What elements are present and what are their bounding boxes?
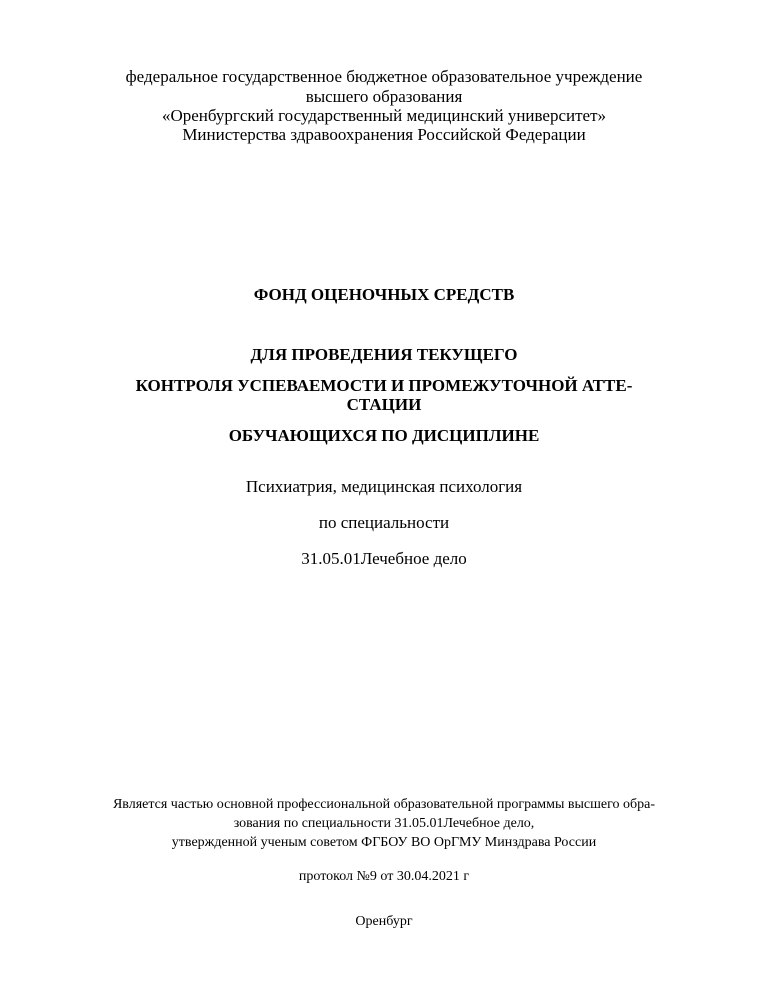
city-name: Оренбург (355, 914, 413, 929)
subtitle-line-3: ОБУЧАЮЩИХСЯ ПО ДИСЦИПЛИНЕ (228, 426, 540, 445)
institution-line-4: Министерства здравоохранения Российской Федерации (182, 125, 586, 144)
specialty-label: по специальности (318, 513, 450, 532)
specialty-code: 31.05.01Лечебное дело (301, 549, 467, 568)
protocol-info: протокол №9 от 30.04.2021 г (298, 869, 470, 884)
institution-line-2: высшего образования (305, 87, 463, 106)
program-note-line-3: утвержденной ученым советом ФГБОУ ВО ОрГМУ Минздрава России (171, 835, 597, 850)
institution-line-3: «Оренбургский государственный медицинский университет» (161, 106, 607, 125)
discipline-name: Психиатрия, медицинская психология (245, 477, 523, 496)
program-note-line-2: зования по специальности 31.05.01Лечебное дело, (233, 816, 535, 831)
subtitle-line-2a: КОНТРОЛЯ УСПЕВАЕМОСТИ И ПРОМЕЖУТОЧНОЙ АТТЕ- (135, 376, 633, 395)
program-note-line-1: Является частью основной профессиональной образовательной программы высшего обра- (112, 797, 656, 812)
document-title: ФОНД ОЦЕНОЧНЫХ СРЕДСТВ (253, 285, 515, 304)
institution-line-1: федеральное государственное бюджетное образовательное учреждение (125, 67, 643, 86)
subtitle-line-1: ДЛЯ ПРОВЕДЕНИЯ ТЕКУЩЕГО (250, 345, 518, 364)
subtitle-line-2b: СТАЦИИ (346, 395, 422, 414)
